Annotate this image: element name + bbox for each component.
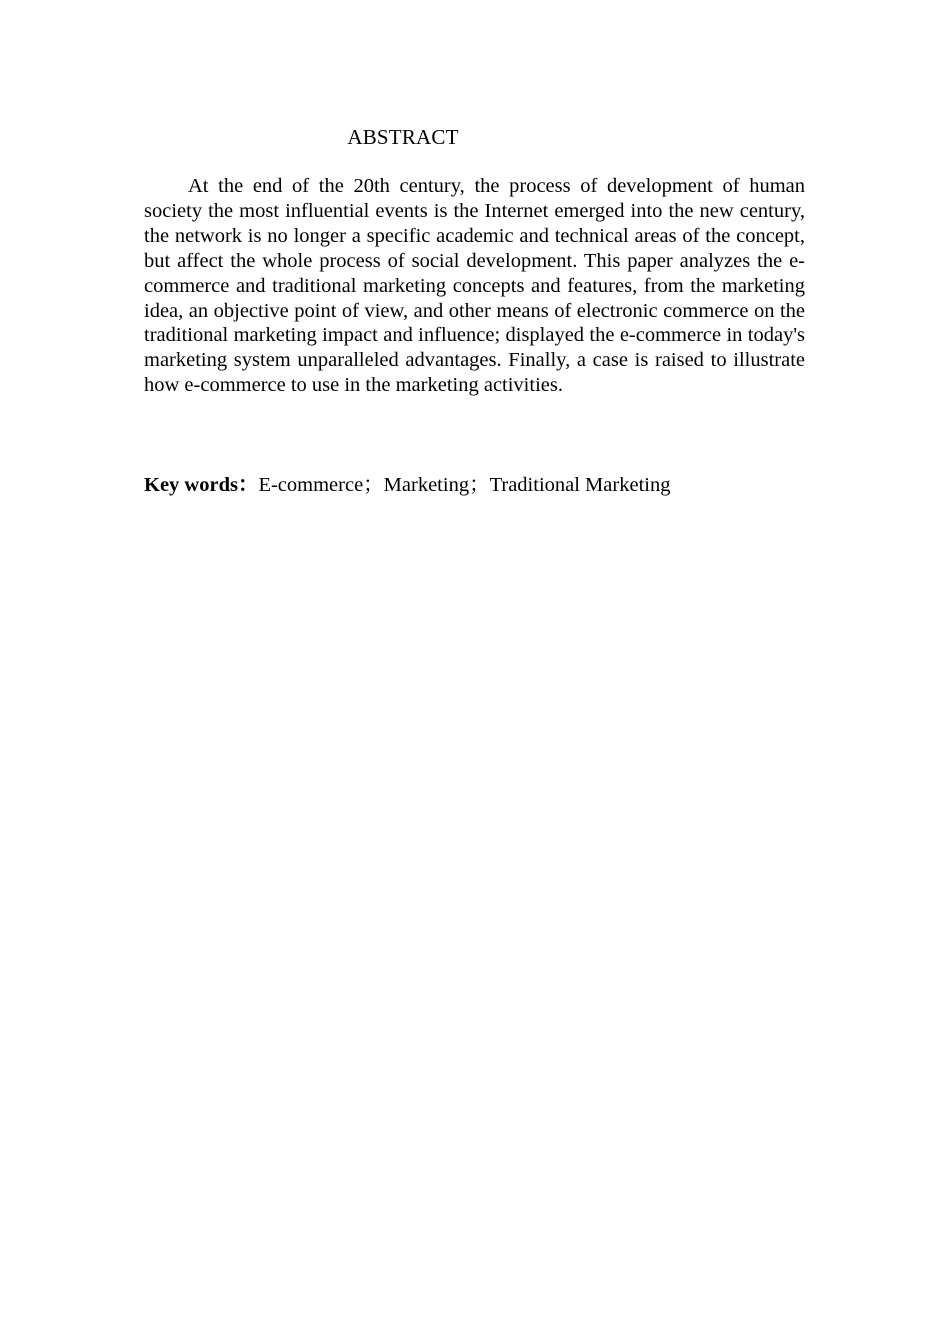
keyword-separator: ； — [469, 474, 490, 496]
keyword-item: Marketing — [383, 474, 470, 496]
abstract-paragraph: At the end of the 20th century, the process of development of human society the most influential events is the Internet emerged into the new century, the network is no longer a specific academic and technical areas of the concept, but affect the whole process of social development. This paper analyzes the e-commerce and traditional marketing concepts and features, from the marketing idea, an objective point of view, and other means of electronic commerce on the traditional marketing impact and influence; displayed the e-commerce in today's marketing system unparalleled advantages. Finally, a case is raised to illustrate how e-commerce to use in the marketing activities. — [144, 175, 805, 397]
keyword-item: Traditional Marketing — [489, 474, 671, 496]
abstract-heading: ABSTRACT — [347, 125, 459, 149]
keyword-item: E-commerce — [258, 474, 364, 496]
keywords-line — [144, 472, 805, 498]
keywords-label: Key words： — [144, 474, 259, 496]
keyword-separator: ； — [363, 474, 384, 496]
